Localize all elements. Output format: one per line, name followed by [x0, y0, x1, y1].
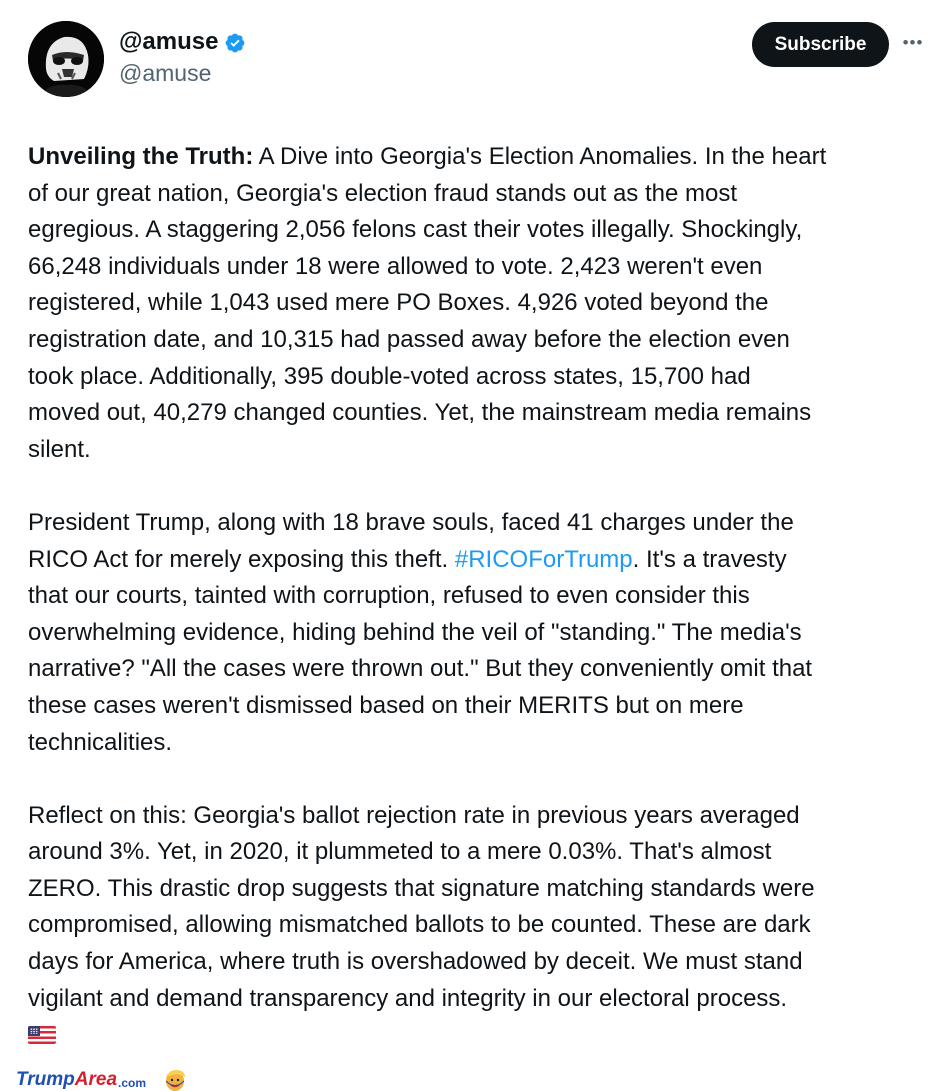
watermark-part-trump: Trump	[16, 1069, 75, 1090]
text-line: narrative? "All the cases were thrown out." But they conveniently omit that	[28, 655, 813, 683]
tweet-paragraph-2	[28, 505, 928, 761]
paragraph-gap	[28, 761, 928, 798]
text-line: egregious. A staggering 2,056 felons cast their votes illegally. Shockingly,	[28, 216, 803, 244]
flag-line	[28, 1017, 928, 1056]
text-span: RICO Act for merely exposing this theft.	[28, 545, 455, 573]
display-name[interactable]: @amuse	[119, 28, 219, 55]
paragraph-gap	[28, 468, 928, 505]
text-line	[28, 542, 928, 579]
text-line: around 3%. Yet, in 2020, it plummeted to a mere 0.03%. That's almost	[28, 838, 772, 866]
tweet-lead-bold: Unveiling the Truth:	[28, 143, 254, 170]
tweet-text	[28, 139, 928, 1056]
text-line	[28, 139, 928, 176]
display-name-row[interactable]	[119, 28, 246, 56]
watermark-logo	[16, 1068, 188, 1091]
tweet-paragraph-3	[28, 798, 928, 1056]
text-line: registered, while 1,043 used mere PO Boxes. 4,926 voted beyond the	[28, 289, 769, 317]
user-handle[interactable]: @amuse	[119, 60, 212, 86]
text-line: took place. Additionally, 395 double-voted across states, 15,700 had	[28, 362, 751, 390]
tweet-paragraph-1	[28, 139, 928, 468]
watermark-part-com: .com	[118, 1076, 147, 1090]
trump-mascot-icon	[162, 1068, 188, 1091]
text-line: that our courts, tainted with corruption, refused to even consider this	[28, 582, 750, 610]
text-line: technicalities.	[28, 728, 173, 756]
text-line: overwhelming evidence, hiding behind the veil of "standing." The media's	[28, 618, 802, 646]
subscribe-button[interactable]: Subscribe	[752, 22, 889, 67]
watermark-part-area: Area	[74, 1069, 118, 1090]
text-span: . It's a travesty	[632, 545, 787, 573]
avatar[interactable]	[28, 21, 104, 97]
more-options-icon[interactable]: •••	[902, 33, 924, 52]
text-line: 66,248 individuals under 18 were allowed to vote. 2,423 weren't even	[28, 252, 763, 280]
text-line: ZERO. This drastic drop suggests that signature matching standards were	[28, 874, 815, 902]
hashtag-link[interactable]: #RICOForTrump	[454, 545, 633, 573]
text-line: vigilant and demand transparency and integrity in our electoral process.	[28, 984, 788, 1012]
text-line: days for America, where truth is overshadowed by deceit. We must stand	[28, 948, 803, 976]
text-line: moved out, 40,279 changed counties. Yet, the mainstream media remains	[28, 399, 812, 427]
text-line: silent.	[28, 435, 91, 463]
text-line: registration date, and 10,315 had passed away before the election even	[28, 325, 790, 353]
us-flag-icon	[28, 1026, 56, 1044]
text-line: President Trump, along with 18 brave souls, faced 41 charges under the	[28, 508, 794, 536]
text-line: these cases weren't dismissed based on their MERITS but on mere	[28, 691, 744, 719]
stormtrooper-avatar-icon	[28, 21, 104, 97]
text-span: A Dive into Georgia's Election Anomalies. In the heart	[253, 143, 827, 170]
text-line: compromised, allowing mismatched ballots to be counted. These are dark	[28, 911, 811, 939]
text-line: Reflect on this: Georgia's ballot rejection rate in previous years averaged	[28, 801, 800, 829]
text-line: of our great nation, Georgia's election fraud stands out as the most	[28, 179, 737, 207]
verified-badge-icon	[224, 32, 246, 54]
